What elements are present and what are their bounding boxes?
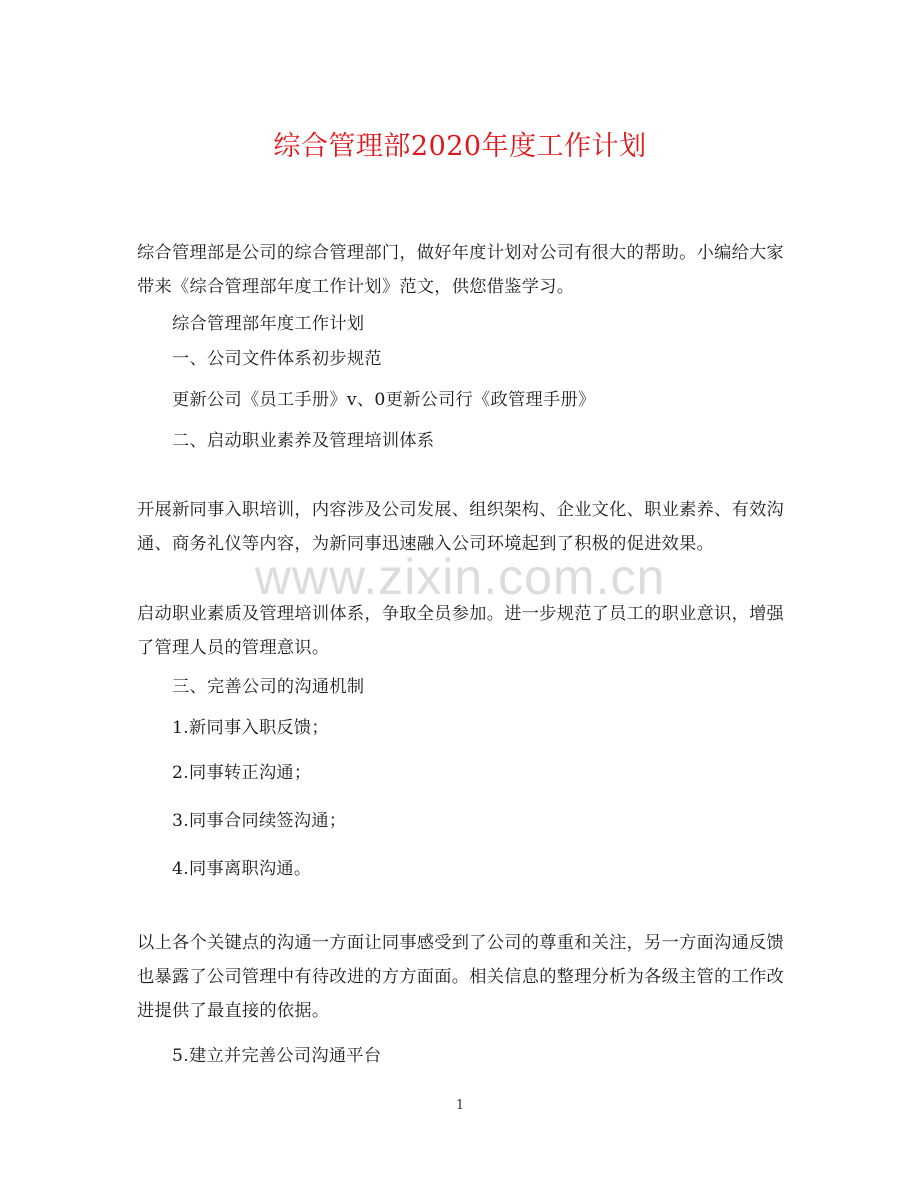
list-item-2: 2.同事转正沟通；: [172, 763, 312, 783]
intro-paragraph: 综合管理部是公司的综合管理部门，做好年度计划对公司有很大的帮助。小编给大家带来《综合管理部年度工作计划》范文，供您借鉴学习。: [137, 243, 785, 297]
list-item-5: 5.建立并完善公司沟通平台: [172, 1046, 382, 1066]
training-paragraph: 开展新同事入职培训，内容涉及公司发展、组织架构、企业文化、职业素养、有效沟通、商务礼仪等内容，为新同事迅速融入公司环境起到了积极的促进效果。: [137, 500, 785, 554]
list-item-1: 1.新同事入职反馈；: [172, 718, 329, 738]
plan-subtitle: 综合管理部年度工作计划: [172, 314, 365, 334]
summary-paragraph: 以上各个关键点的沟通一方面让同事感受到了公司的尊重和关注，另一方面沟通反馈也暴露了公司管理中有待改进的方方面面。相关信息的整理分析为各级主管的工作改进提供了最直接的依据。: [137, 933, 785, 1021]
list-item-3: 3.同事合同续签沟通；: [172, 811, 347, 831]
training-system-paragraph: 启动职业素质及管理培训体系，争取全员参加。进一步规范了员工的职业意识，增强了管理人员的管理意识。: [137, 604, 785, 658]
section-heading-3: 三、完善公司的沟通机制: [172, 677, 365, 697]
list-item-4: 4.同事离职沟通。: [172, 859, 312, 879]
section-heading-2: 二、启动职业素养及管理培训体系: [172, 431, 435, 451]
section-1-item: 更新公司《员工手册》v、0更新公司行《政管理手册》: [172, 390, 596, 410]
watermark: www.zixin.com.cn: [254, 549, 666, 605]
document-title: 综合管理部2020年度工作计划: [273, 131, 647, 162]
section-heading-1: 一、公司文件体系初步规范: [172, 349, 382, 369]
page-number: 1: [455, 1098, 465, 1113]
